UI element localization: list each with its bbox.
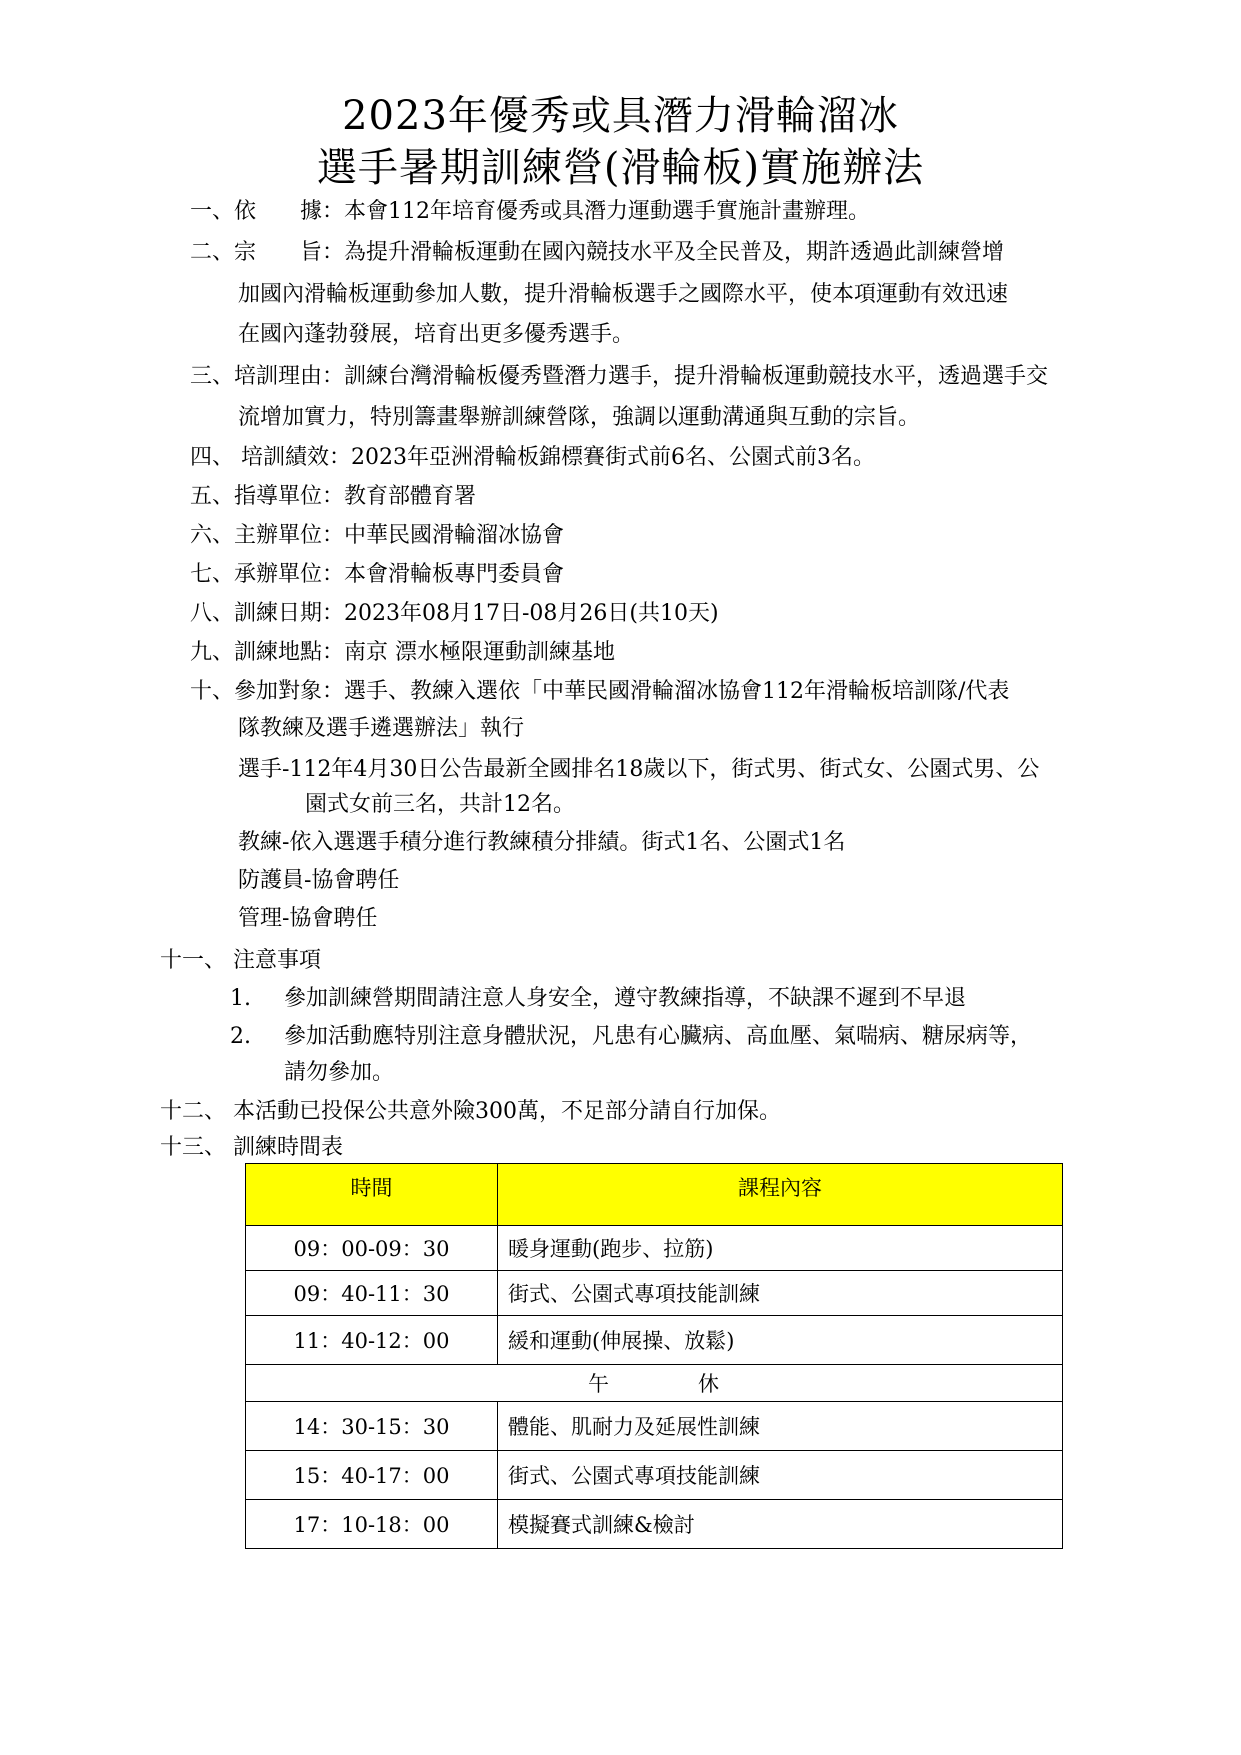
row-content: 模擬賽式訓練&檢討 — [498, 1500, 1063, 1549]
table-header-row — [246, 1164, 1063, 1226]
section-reason-line1: 三、培訓理由：訓練台灣滑輪板優秀暨潛力選手，提升滑輪板運動競技水平，透過選手交 — [190, 364, 1049, 389]
row-time: 11：40-12：00 — [246, 1316, 498, 1365]
document-title-line2: 選手暑期訓練營(滑輪板)實施辦法 — [316, 145, 925, 191]
section-purpose-line2: 加國內滑輪板運動參加人數，提升滑輪板選手之國際水平，使本項運動有效迅速 — [238, 282, 1009, 307]
section-dates: 八、訓練日期：2023年08月17日-08月26日(共10天) — [190, 601, 719, 626]
table-row-lunch — [246, 1365, 1063, 1402]
lunch-break: 午 休 — [246, 1365, 1063, 1402]
section-supervisor: 五、指導單位：教育部體育署 — [190, 484, 477, 509]
table-row — [246, 1271, 1063, 1316]
note-2-text-line2: 請勿參加。 — [284, 1060, 395, 1085]
section-schedule-heading: 十三、 訓練時間表 — [160, 1135, 343, 1160]
training-schedule-table — [245, 1163, 1063, 1549]
row-content: 緩和運動(伸展操、放鬆) — [498, 1316, 1063, 1365]
note-1-number: 1. — [230, 986, 251, 1011]
row-time: 09：40-11：30 — [246, 1271, 498, 1316]
section-participants-athletes: 選手-112年4月30日公告最新全國排名18歲以下，街式男、街式女、公園式男、公 — [238, 757, 1040, 782]
section-participants-athletes-cont: 園式女前三名，共計12名。 — [305, 792, 575, 817]
table-row — [246, 1451, 1063, 1500]
section-executor: 七、承辦單位：本會滑輪板專門委員會 — [190, 562, 565, 587]
note-2-text-line1: 參加活動應特別注意身體狀況，凡患有心臟病、高血壓、氣喘病、糖尿病等， — [284, 1024, 1033, 1049]
section-reason-line2: 流增加實力，特別籌畫舉辦訓練營隊，強調以運動溝通與互動的宗旨。 — [238, 405, 921, 430]
row-content: 街式、公園式專項技能訓練 — [498, 1451, 1063, 1500]
section-basis: 一、依 據：本會112年培育優秀或具潛力運動選手實施計畫辦理。 — [190, 199, 870, 224]
header-time: 時間 — [246, 1164, 498, 1226]
row-time: 15：40-17：00 — [246, 1451, 498, 1500]
section-organizer: 六、主辦單位：中華民國滑輪溜冰協會 — [190, 523, 565, 548]
note-1-text: 參加訓練營期間請注意人身安全，遵守教練指導，不缺課不遲到不早退 — [284, 986, 967, 1011]
note-2-number: 2. — [230, 1024, 251, 1049]
section-performance: 四、 培訓績效：2023年亞洲滑輪板錦標賽街式前6名、公園式前3名。 — [190, 445, 875, 470]
document-title-line1: 2023年優秀或具潛力滑輪溜冰 — [342, 93, 899, 139]
section-purpose-line3: 在國內蓬勃發展，培育出更多優秀選手。 — [238, 322, 635, 347]
section-participants-line1: 十、參加對象：選手、教練入選依「中華民國滑輪溜冰協會112年滑輪板培訓隊/代表 — [190, 679, 1010, 704]
row-time: 14：30-15：30 — [246, 1402, 498, 1451]
row-content: 暖身運動(跑步、拉筋) — [498, 1226, 1063, 1271]
row-time: 17：10-18：00 — [246, 1500, 498, 1549]
section-purpose-line1: 二、宗 旨：為提升滑輪板運動在國內競技水平及全民普及，期許透過此訓練營增 — [190, 240, 1005, 265]
section-insurance: 十二、 本活動已投保公共意外險300萬，不足部分請自行加保。 — [160, 1099, 781, 1124]
row-content: 街式、公園式專項技能訓練 — [498, 1271, 1063, 1316]
section-location: 九、訓練地點：南京 漂水極限運動訓練基地 — [190, 640, 615, 665]
table-row — [246, 1402, 1063, 1451]
section-participants-medic: 防護員-協會聘任 — [238, 868, 400, 893]
section-participants-line2: 隊教練及選手遴選辦法」執行 — [238, 716, 525, 741]
section-notes-heading: 十一、 注意事項 — [160, 948, 321, 973]
table-row — [246, 1500, 1063, 1549]
row-content: 體能、肌耐力及延展性訓練 — [498, 1402, 1063, 1451]
header-content: 課程內容 — [498, 1164, 1063, 1226]
table-row — [246, 1316, 1063, 1365]
row-time: 09：00-09：30 — [246, 1226, 498, 1271]
table-row — [246, 1226, 1063, 1271]
section-participants-manager: 管理-協會聘任 — [238, 906, 378, 931]
section-participants-coaches: 教練-依入選選手積分進行教練積分排績。街式1名、公園式1名 — [238, 830, 846, 855]
